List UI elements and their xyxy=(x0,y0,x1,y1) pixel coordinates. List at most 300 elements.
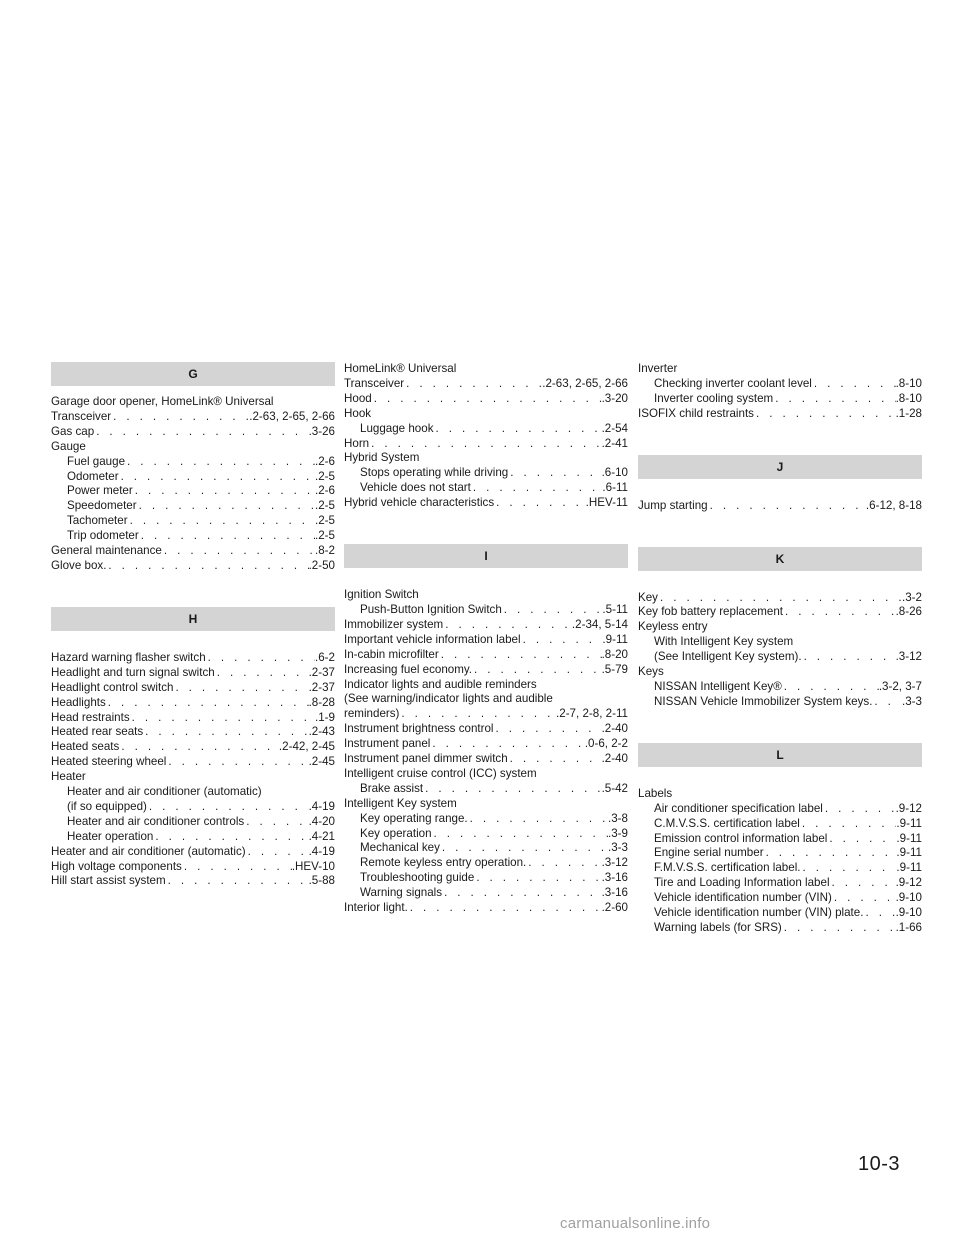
entry-term: Increasing fuel economy. xyxy=(344,662,473,676)
dot-leader xyxy=(494,722,602,737)
index-list-h xyxy=(51,651,335,890)
entry-term: NISSAN Vehicle Immobilizer System keys. xyxy=(654,694,873,708)
dot-leader xyxy=(442,886,602,901)
index-entry xyxy=(638,876,922,891)
dot-leader xyxy=(471,481,603,496)
entry-term: Power meter xyxy=(67,484,133,498)
entry-term: Brake assist xyxy=(360,781,424,795)
entry-page-ref: .3-9 xyxy=(608,826,628,840)
index-entry xyxy=(638,499,922,514)
entry-term: Vehicle identification number (VIN) plate. xyxy=(654,906,864,920)
index-list-g xyxy=(51,395,335,574)
page-number: 10-3 xyxy=(858,1153,901,1175)
index-entry xyxy=(51,470,335,485)
dot-leader xyxy=(508,466,601,481)
entry-page-ref: .2-54 xyxy=(601,421,628,435)
section-header-i: I xyxy=(344,544,628,568)
index-entry xyxy=(51,425,335,440)
entry-term: reminders) xyxy=(344,707,400,721)
entry-page-ref: .8-28 xyxy=(308,695,335,709)
dot-leader xyxy=(372,392,602,407)
entry-term: Inverter cooling system xyxy=(654,391,774,405)
entry-page-ref: .5-11 xyxy=(602,602,628,616)
entry-page-ref: .2-5 xyxy=(315,499,335,513)
index-entry xyxy=(344,437,628,452)
dot-leader xyxy=(508,752,602,767)
dot-leader xyxy=(782,921,896,936)
entry-page-ref: .2-5 xyxy=(315,514,335,528)
dot-leader xyxy=(872,695,902,710)
entry-term: Vehicle identification number (VIN) xyxy=(654,891,832,905)
entry-term: Engine serial number xyxy=(654,846,764,860)
index-entry xyxy=(51,711,335,726)
entry-term: Instrument panel dimmer switch xyxy=(344,752,508,766)
entry-term: In-cabin microfilter xyxy=(344,647,439,661)
index-heading: Intelligent Key system xyxy=(344,796,457,810)
index-entry xyxy=(344,618,628,633)
dot-leader xyxy=(526,856,601,871)
dot-leader xyxy=(832,891,896,906)
index-entry xyxy=(344,633,628,648)
entry-term: C.M.V.S.S. certification label xyxy=(654,816,800,830)
dot-leader xyxy=(830,876,896,891)
index-entry xyxy=(51,499,335,514)
dot-leader xyxy=(408,901,602,916)
entry-page-ref: .1-28 xyxy=(895,406,922,420)
entry-term: Speedometer xyxy=(67,499,137,513)
entry-term: Instrument brightness control xyxy=(344,722,494,736)
index-heading: With Intelligent Key system xyxy=(654,635,794,649)
entry-page-ref: .3-8 xyxy=(608,811,628,825)
dot-leader xyxy=(137,499,315,514)
entry-term: Gas cap xyxy=(51,424,95,438)
index-entry xyxy=(638,695,922,710)
index-column-1 xyxy=(51,362,335,889)
entry-term: ISOFIX child restraints xyxy=(638,406,754,420)
entry-term: Key xyxy=(638,590,658,604)
entry-term: Mechanical key xyxy=(360,841,440,855)
index-entry xyxy=(51,681,335,696)
entry-term: Headlights xyxy=(51,695,106,709)
index-entry xyxy=(638,891,922,906)
dot-leader xyxy=(246,845,309,860)
entry-page-ref: .2-34, 5-14 xyxy=(571,617,628,631)
entry-term: Heated rear seats xyxy=(51,725,144,739)
dot-leader xyxy=(173,681,308,696)
entry-page-ref: .2-37 xyxy=(308,680,335,694)
dot-leader xyxy=(430,737,584,752)
dot-leader xyxy=(434,422,602,437)
index-entry xyxy=(344,752,628,767)
entry-page-ref: .5-79 xyxy=(601,662,628,676)
entry-term: Transceiver xyxy=(51,409,112,423)
index-entry xyxy=(638,846,922,861)
dot-leader xyxy=(773,392,895,407)
entry-term: Immobilizer system xyxy=(344,617,444,631)
index-entry xyxy=(344,841,628,856)
dot-leader xyxy=(166,755,308,770)
dot-leader xyxy=(439,648,602,663)
dot-leader xyxy=(130,711,315,726)
entry-page-ref: .2-45 xyxy=(308,755,335,769)
index-entry xyxy=(51,544,335,559)
index-heading: Hybrid System xyxy=(344,451,420,465)
index-entry xyxy=(344,377,628,392)
dot-leader xyxy=(206,651,315,666)
dot-leader xyxy=(658,591,902,606)
dot-leader xyxy=(106,559,308,574)
entry-term: Tire and Loading Information label xyxy=(654,876,830,890)
index-entry xyxy=(51,874,335,889)
dot-leader xyxy=(111,410,249,425)
dot-leader xyxy=(182,860,292,875)
index-entry xyxy=(51,455,335,470)
entry-page-ref: .8-2 xyxy=(315,544,335,558)
entry-page-ref: .6-12, 8-18 xyxy=(865,498,922,512)
entry-term: Warning signals xyxy=(360,886,443,900)
index-entry xyxy=(51,410,335,425)
dot-leader xyxy=(783,605,896,620)
entry-page-ref: .9-10 xyxy=(895,891,922,905)
entry-page-ref: .2-40 xyxy=(601,722,628,736)
entry-term: Important vehicle information label xyxy=(344,632,521,646)
section-header-k: K xyxy=(638,547,922,571)
index-entry xyxy=(638,591,922,606)
entry-page-ref: .4-20 xyxy=(308,814,335,828)
entry-page-ref: .6-2 xyxy=(315,650,335,664)
entry-term: Headlight control switch xyxy=(51,680,174,694)
entry-term: Vehicle does not start xyxy=(360,481,471,495)
dot-leader xyxy=(708,499,866,514)
entry-page-ref: .3-16 xyxy=(601,871,628,885)
entry-page-ref: .3-12 xyxy=(601,856,628,870)
index-entry xyxy=(51,860,335,875)
index-entry xyxy=(344,856,628,871)
dot-leader xyxy=(812,377,896,392)
entry-term: Fuel gauge xyxy=(67,454,126,468)
dot-leader xyxy=(128,514,315,529)
entry-page-ref: .4-21 xyxy=(308,829,335,843)
entry-term: Glove box. xyxy=(51,558,107,572)
index-entry xyxy=(638,407,922,422)
index-entry xyxy=(344,812,628,827)
entry-page-ref: .9-10 xyxy=(895,906,922,920)
index-entry xyxy=(638,861,922,876)
entry-term: Headlight and turn signal switch xyxy=(51,665,215,679)
index-entry xyxy=(51,800,335,815)
entry-page-ref: .2-63, 2-65, 2-66 xyxy=(542,376,628,390)
entry-term: General maintenance xyxy=(51,544,162,558)
entry-term: Transceiver xyxy=(344,376,405,390)
entry-term: Horn xyxy=(344,436,370,450)
index-entry xyxy=(638,832,922,847)
entry-page-ref: .2-42, 2-45 xyxy=(278,740,335,754)
section-header-h: H xyxy=(51,607,335,631)
index-entry xyxy=(344,737,628,752)
entry-page-ref: .2-41 xyxy=(601,436,628,450)
entry-term: Emission control information label xyxy=(654,831,828,845)
entry-page-ref: .2-60 xyxy=(601,901,628,915)
dot-leader xyxy=(800,817,897,832)
entry-page-ref: .3-20 xyxy=(601,391,628,405)
index-list-j xyxy=(638,499,922,514)
dot-leader xyxy=(863,906,895,921)
dot-leader xyxy=(125,455,315,470)
index-list-i xyxy=(344,588,628,916)
index-list-k xyxy=(638,591,922,710)
index-entry xyxy=(344,422,628,437)
entry-term: NISSAN Intelligent Key® xyxy=(654,679,782,693)
entry-page-ref: .9-11 xyxy=(896,861,922,875)
dot-leader xyxy=(754,407,896,422)
dot-leader xyxy=(801,861,897,876)
entry-page-ref: .4-19 xyxy=(308,799,335,813)
dot-leader xyxy=(133,484,315,499)
index-entry xyxy=(344,392,628,407)
entry-page-ref: .2-63, 2-65, 2-66 xyxy=(249,409,335,423)
index-entry xyxy=(344,648,628,663)
index-heading: Labels xyxy=(638,786,673,800)
entry-term: Trip odometer xyxy=(67,529,139,543)
entry-page-ref: .2-50 xyxy=(308,558,335,572)
index-entry xyxy=(51,529,335,544)
dot-leader xyxy=(440,841,608,856)
entry-page-ref: .8-20 xyxy=(601,647,628,661)
index-entry xyxy=(638,377,922,392)
dot-leader xyxy=(369,437,601,452)
entry-page-ref: .3-2 xyxy=(902,590,922,604)
entry-page-ref: .9-11 xyxy=(896,846,922,860)
dot-leader xyxy=(404,377,542,392)
index-entry xyxy=(344,782,628,797)
index-entry xyxy=(51,514,335,529)
index-entry xyxy=(638,906,922,921)
entry-term: Hybrid vehicle characteristics xyxy=(344,496,495,510)
index-entry xyxy=(51,815,335,830)
index-entry xyxy=(51,845,335,860)
entry-term: Instrument panel xyxy=(344,737,431,751)
index-entry xyxy=(344,871,628,886)
index-entry xyxy=(638,605,922,620)
index-entry xyxy=(51,696,335,711)
section-header-g: G xyxy=(51,362,335,386)
entry-term: Interior light. xyxy=(344,901,408,915)
index-entry xyxy=(344,707,628,722)
entry-page-ref: .1-66 xyxy=(895,920,922,934)
index-entry xyxy=(51,725,335,740)
entry-page-ref: .HEV-10 xyxy=(291,859,335,873)
index-heading: Keys xyxy=(638,665,664,679)
entry-page-ref: .3-2, 3-7 xyxy=(878,679,922,693)
entry-page-ref: .5-42 xyxy=(601,781,628,795)
index-heading: Ignition Switch xyxy=(344,588,419,602)
entry-term: Heater operation xyxy=(67,829,154,843)
entry-term: (if so equipped) xyxy=(67,799,147,813)
index-heading: Indicator lights and audible reminders xyxy=(344,677,537,691)
index-entry xyxy=(344,722,628,737)
index-entry xyxy=(344,466,628,481)
dot-leader xyxy=(423,782,601,797)
entry-term: Head restraints xyxy=(51,710,130,724)
entry-page-ref: .2-5 xyxy=(315,469,335,483)
index-heading: Gauge xyxy=(51,439,86,453)
entry-term: Heated seats xyxy=(51,740,120,754)
entry-term: Checking inverter coolant level xyxy=(654,376,812,390)
dot-leader xyxy=(502,603,603,618)
entry-page-ref: .0-6, 2-2 xyxy=(584,737,628,751)
index-entry xyxy=(638,921,922,936)
index-heading: Keyless entry xyxy=(638,620,708,634)
dot-leader xyxy=(244,815,308,830)
dot-leader xyxy=(399,707,556,722)
dot-leader xyxy=(443,618,572,633)
index-entry xyxy=(51,559,335,574)
index-column-3 xyxy=(638,362,922,936)
entry-page-ref: .HEV-11 xyxy=(585,496,628,510)
index-entry xyxy=(51,651,335,666)
entry-term: Heater and air conditioner (automatic) xyxy=(51,844,246,858)
dot-leader xyxy=(94,425,308,440)
entry-page-ref: .5-88 xyxy=(308,874,335,888)
entry-page-ref: .1-9 xyxy=(315,710,335,724)
index-entry xyxy=(344,901,628,916)
entry-term: Air conditioner specification label xyxy=(654,801,823,815)
index-entry xyxy=(638,680,922,695)
entry-term: Key fob battery replacement xyxy=(638,605,784,619)
section-header-j: J xyxy=(638,455,922,479)
dot-leader xyxy=(106,696,309,711)
index-entry xyxy=(344,886,628,901)
entry-page-ref: .6-10 xyxy=(601,466,628,480)
index-heading: Heater and air conditioner (automatic) xyxy=(67,785,262,799)
index-heading: Hook xyxy=(344,406,372,420)
index-heading: Heater xyxy=(51,770,86,784)
entry-page-ref: .9-11 xyxy=(896,831,922,845)
dot-leader xyxy=(802,650,896,665)
entry-page-ref: .9-12 xyxy=(895,801,922,815)
dot-leader xyxy=(472,663,602,678)
dot-leader xyxy=(782,680,879,695)
index-entry xyxy=(344,496,628,511)
entry-term: F.M.V.S.S. certification label. xyxy=(654,861,801,875)
index-entry xyxy=(51,666,335,681)
entry-page-ref: .8-26 xyxy=(895,605,922,619)
dot-leader xyxy=(764,846,897,861)
index-entry xyxy=(344,827,628,842)
dot-leader xyxy=(494,496,586,511)
entry-page-ref: .2-37 xyxy=(308,665,335,679)
entry-page-ref: .6-11 xyxy=(602,481,628,495)
entry-page-ref: .9-11 xyxy=(602,632,628,646)
index-entry xyxy=(344,603,628,618)
index-heading: (See warning/indicator lights and audible xyxy=(344,692,553,706)
entry-page-ref: .2-6 xyxy=(315,454,335,468)
entry-term: High voltage components xyxy=(51,859,182,873)
entry-term: Hood xyxy=(344,391,372,405)
entry-term: Luggage hook xyxy=(360,421,434,435)
entry-term: Key operation xyxy=(360,826,432,840)
entry-term: Tachometer xyxy=(67,514,128,528)
dot-leader xyxy=(153,830,308,845)
entry-page-ref: .2-7, 2-8, 2-11 xyxy=(556,707,628,721)
dot-leader xyxy=(119,740,279,755)
entry-term: Hill start assist system xyxy=(51,874,166,888)
entry-page-ref: .3-26 xyxy=(308,424,335,438)
dot-leader xyxy=(139,529,315,544)
entry-page-ref: .2-40 xyxy=(601,752,628,766)
dot-leader xyxy=(468,812,608,827)
entry-page-ref: .3-16 xyxy=(601,886,628,900)
dot-leader xyxy=(147,800,309,815)
dot-leader xyxy=(119,470,315,485)
dot-leader xyxy=(823,802,896,817)
entry-term: Odometer xyxy=(67,469,119,483)
index-entry xyxy=(638,802,922,817)
dot-leader xyxy=(474,871,601,886)
section-header-l: L xyxy=(638,743,922,767)
index-list-l xyxy=(638,787,922,936)
index-list-h-continued xyxy=(344,362,628,511)
entry-term: Jump starting xyxy=(638,498,708,512)
index-entry xyxy=(51,740,335,755)
index-heading: HomeLink® Universal xyxy=(344,362,457,375)
entry-page-ref: .2-5 xyxy=(315,529,335,543)
dot-leader xyxy=(521,633,603,648)
dot-leader xyxy=(143,725,308,740)
dot-leader xyxy=(162,544,315,559)
index-entry xyxy=(638,392,922,407)
dot-leader xyxy=(215,666,309,681)
index-heading: Inverter xyxy=(638,362,678,375)
index-list-i-continued xyxy=(638,362,922,422)
entry-page-ref: .4-19 xyxy=(308,844,335,858)
index-entry xyxy=(638,650,922,665)
dot-leader xyxy=(827,832,896,847)
entry-page-ref: .2-6 xyxy=(315,484,335,498)
entry-term: Push-Button Ignition Switch xyxy=(360,602,502,616)
index-entry xyxy=(344,481,628,496)
index-entry xyxy=(51,830,335,845)
entry-term: Remote keyless entry operation. xyxy=(360,856,527,870)
dot-leader xyxy=(166,874,309,889)
index-entry xyxy=(638,817,922,832)
entry-page-ref: .3-12 xyxy=(895,650,922,664)
entry-term: Heated steering wheel xyxy=(51,755,167,769)
entry-term: Stops operating while driving xyxy=(360,466,509,480)
entry-term: Key operating range. xyxy=(360,811,468,825)
index-entry xyxy=(51,484,335,499)
entry-term: Warning labels (for SRS) xyxy=(654,920,782,934)
entry-term: Heater and air conditioner controls xyxy=(67,814,245,828)
entry-page-ref: .8-10 xyxy=(895,391,922,405)
entry-page-ref: .3-3 xyxy=(902,694,922,708)
index-entry xyxy=(51,755,335,770)
entry-page-ref: .2-43 xyxy=(308,725,335,739)
entry-page-ref: .9-11 xyxy=(896,816,922,830)
entry-term: (See Intelligent Key system). xyxy=(654,650,802,664)
entry-page-ref: .8-10 xyxy=(895,376,922,390)
dot-leader xyxy=(432,827,608,842)
entry-term: Hazard warning flasher switch xyxy=(51,650,206,664)
entry-page-ref: .3-3 xyxy=(608,841,628,855)
entry-term: Troubleshooting guide xyxy=(360,871,475,885)
index-heading: Intelligent cruise control (ICC) system xyxy=(344,766,537,780)
index-heading: Garage door opener, HomeLink® Universal xyxy=(51,395,274,408)
index-entry xyxy=(344,663,628,678)
entry-page-ref: .9-12 xyxy=(895,876,922,890)
watermark: carmanualsonline.info xyxy=(560,1215,711,1232)
index-column-2 xyxy=(344,362,628,916)
